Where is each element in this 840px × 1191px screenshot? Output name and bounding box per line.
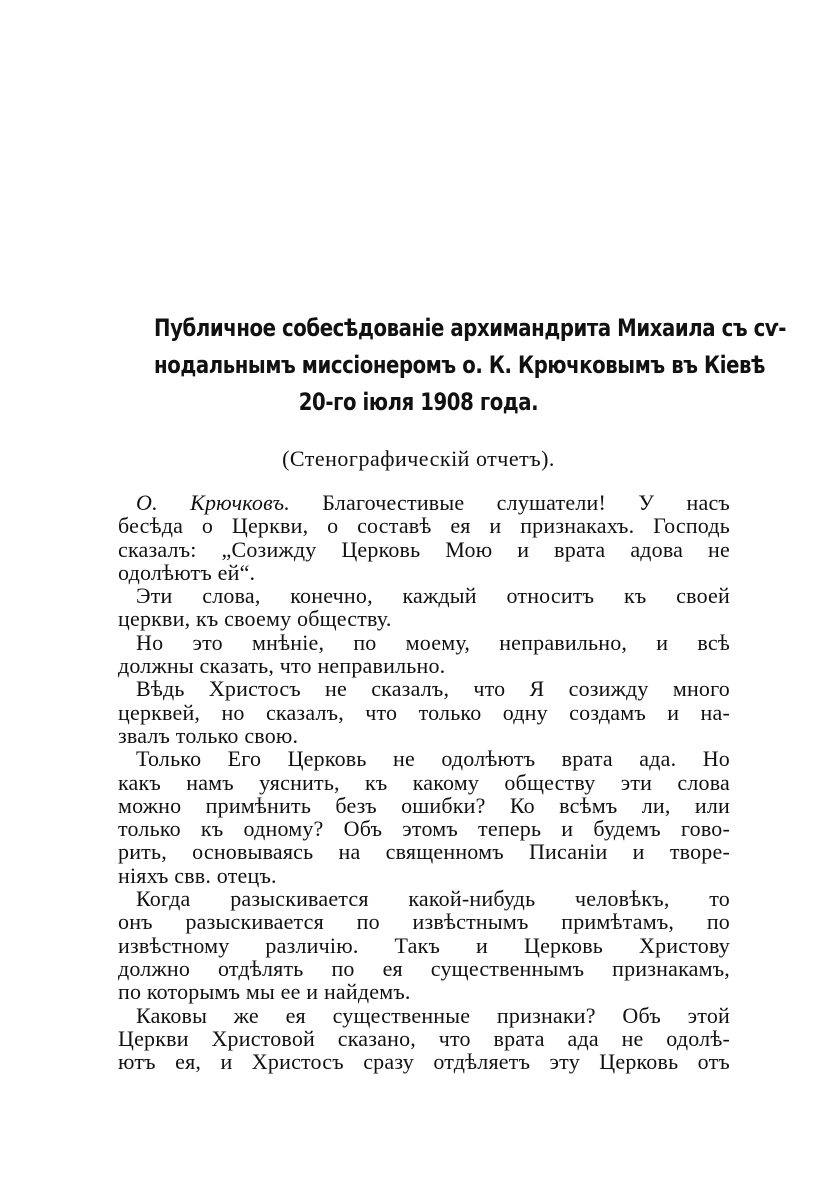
- title-line-2: нодальнымъ миссіонеромъ о. К. Крючковымъ въ Кіевѣ: [154, 351, 766, 379]
- document-title: [154, 310, 786, 421]
- title-line-1: Публичное собесѣдованіе архимандрита Михаила съ сѵ-: [154, 314, 786, 342]
- body-line: только къ одному? Объ этомъ теперь и будемъ гово-: [118, 816, 730, 842]
- body-line: извѣстному различію. Такъ и Церковь Христову: [118, 932, 730, 958]
- body-line: Церкви Христовой сказано, что врата ада не одолѣ-: [118, 1025, 730, 1051]
- body-line: Эти слова, конечно, каждый относитъ къ своей: [136, 583, 730, 609]
- document-body: [118, 491, 730, 1073]
- body-line: одолѣютъ ей“.: [118, 559, 256, 585]
- body-line: церкви, къ своему обществу.: [118, 606, 392, 632]
- body-line: должны сказать, что неправильно.: [118, 653, 446, 679]
- body-line: Только Его Церковь не одолѣютъ врата ада. Но: [136, 746, 730, 772]
- body-line: рить, основываясь на священномъ Писаніи и творе-: [118, 839, 730, 865]
- body-line: ніяхъ свв. отецъ.: [118, 862, 277, 888]
- body-line: Когда разыскивается какой-нибудь человѣкъ, то: [136, 886, 730, 912]
- speaker-name: О. Крючковъ.: [136, 490, 290, 515]
- body-line: бесѣда о Церкви, о составѣ ея и признакахъ. Господь: [118, 513, 730, 539]
- body-line: звалъ только свою.: [118, 722, 299, 748]
- body-line: ютъ ея, и Христосъ сразу отдѣляетъ эту Церковь отъ: [118, 1049, 730, 1075]
- body-line-first: [118, 491, 730, 514]
- body-line: по которымъ мы ее и найдемъ.: [118, 979, 411, 1005]
- body-line-first-text: Благочестивые слушатели! У насъ: [322, 490, 730, 515]
- document-subtitle: (Стенографическій отчетъ).: [282, 446, 555, 471]
- title-line-3: 20-го іюля 1908 года.: [298, 388, 539, 416]
- body-line: какъ намъ уяснить, къ какому обществу эти слова: [118, 769, 730, 795]
- body-line: церквей, но сказалъ, что только одну создамъ и на-: [118, 699, 730, 725]
- body-line: сказалъ: „Созижду Церковь Мою и врата адова не: [118, 536, 730, 562]
- body-line: Каковы же ея существенные признаки? Объ этой: [136, 1002, 730, 1028]
- body-line: Но это мнѣніе, по моему, неправильно, и всѣ: [136, 629, 730, 655]
- body-line: должно отдѣлять по ея существеннымъ признакамъ,: [118, 955, 730, 981]
- body-line: Вѣдь Христосъ не сказалъ, что Я созижду много: [136, 676, 730, 702]
- body-line: онъ разыскивается по извѣстнымъ примѣтамъ, по: [118, 909, 730, 935]
- body-line: можно примѣнить безъ ошибки? Ко всѣмъ ли, или: [118, 792, 730, 818]
